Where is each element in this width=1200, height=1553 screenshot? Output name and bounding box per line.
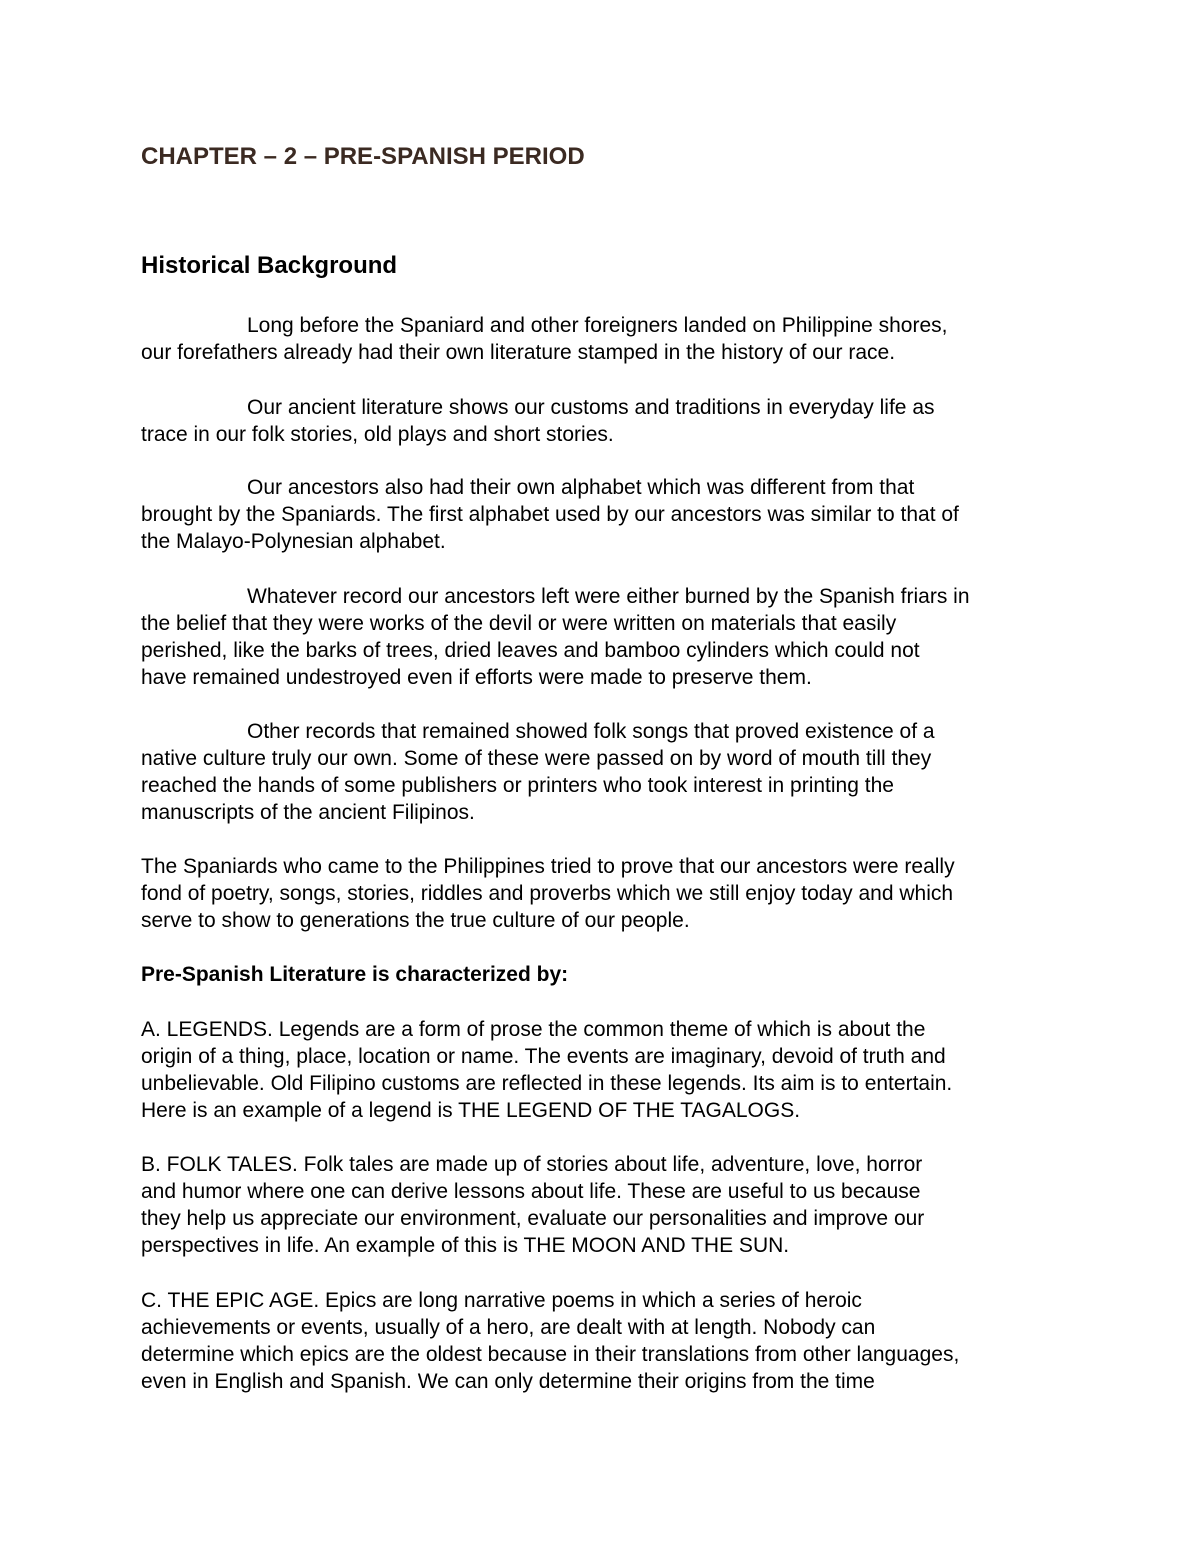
paragraph-line: Other records that remained showed folk songs that proved existence of a [247,720,935,743]
paragraph-5 [141,718,1071,826]
paragraph-line: The Spaniards who came to the Philippines tried to prove that our ancestors were really [141,855,955,878]
paragraph-line: our forefathers already had their own literature stamped in the history of our race. [141,341,896,364]
section-heading: Historical Background [141,252,398,279]
item-line: B. FOLK TALES. Folk tales are made up of stories about life, adventure, love, horror [141,1153,923,1176]
paragraph-3 [141,474,1071,555]
paragraph-line: native culture truly our own. Some of these were passed on by word of mouth till they [141,747,932,770]
paragraph-line: perished, like the barks of trees, dried leaves and bamboo cylinders which could not [141,639,920,662]
item-line: and humor where one can derive lessons about life. These are useful to us because [141,1180,921,1203]
paragraph-1 [141,312,1071,366]
paragraph-2 [141,394,1071,448]
paragraph-line: brought by the Spaniards. The first alphabet used by our ancestors was similar to that of [141,503,959,526]
paragraph-line: reached the hands of some publishers or printers who took interest in printing the [141,774,894,797]
paragraph-6 [141,853,1071,934]
item-folk-tales [141,1151,1071,1259]
item-legends [141,1016,1071,1124]
paragraph-line: trace in our folk stories, old plays and short stories. [141,423,614,446]
paragraph-line: serve to show to generations the true culture of our people. [141,909,690,932]
item-line: C. THE EPIC AGE. Epics are long narrative poems in which a series of heroic [141,1289,862,1312]
chapter-title: CHAPTER – 2 – PRE-SPANISH PERIOD [141,143,585,170]
paragraph-line: fond of poetry, songs, stories, riddles and proverbs which we still enjoy today and which [141,882,954,905]
paragraph-line: Our ancient literature shows our customs and traditions in everyday life as [247,396,935,419]
item-line: unbelievable. Old Filipino customs are reflected in these legends. Its aim is to entertain. [141,1072,953,1095]
literature-subheading: Pre-Spanish Literature is characterized by: [141,963,569,986]
item-line: even in English and Spanish. We can only determine their origins from the time [141,1370,875,1393]
item-line: determine which epics are the oldest because in their translations from other languages, [141,1343,960,1366]
paragraph-line: the Malayo-Polynesian alphabet. [141,530,446,553]
paragraph-line: the belief that they were works of the devil or were written on materials that easily [141,612,897,635]
item-line: origin of a thing, place, location or name. The events are imaginary, devoid of truth and [141,1045,946,1068]
item-line: Here is an example of a legend is THE LEGEND OF THE TAGALOGS. [141,1099,801,1122]
paragraph-line: have remained undestroyed even if efforts were made to preserve them. [141,666,812,689]
paragraph-line: Our ancestors also had their own alphabet which was different from that [247,476,915,499]
paragraph-line: Long before the Spaniard and other foreigners landed on Philippine shores, [247,314,948,337]
paragraph-line: Whatever record our ancestors left were either burned by the Spanish friars in [247,585,970,608]
item-line: they help us appreciate our environment, evaluate our personalities and improve our [141,1207,925,1230]
item-line: A. LEGENDS. Legends are a form of prose the common theme of which is about the [141,1018,926,1041]
paragraph-line: manuscripts of the ancient Filipinos. [141,801,475,824]
item-line: achievements or events, usually of a hero, are dealt with at length. Nobody can [141,1316,876,1339]
item-line: perspectives in life. An example of this is THE MOON AND THE SUN. [141,1234,790,1257]
item-epic-age [141,1287,1071,1395]
paragraph-4 [141,583,1071,691]
